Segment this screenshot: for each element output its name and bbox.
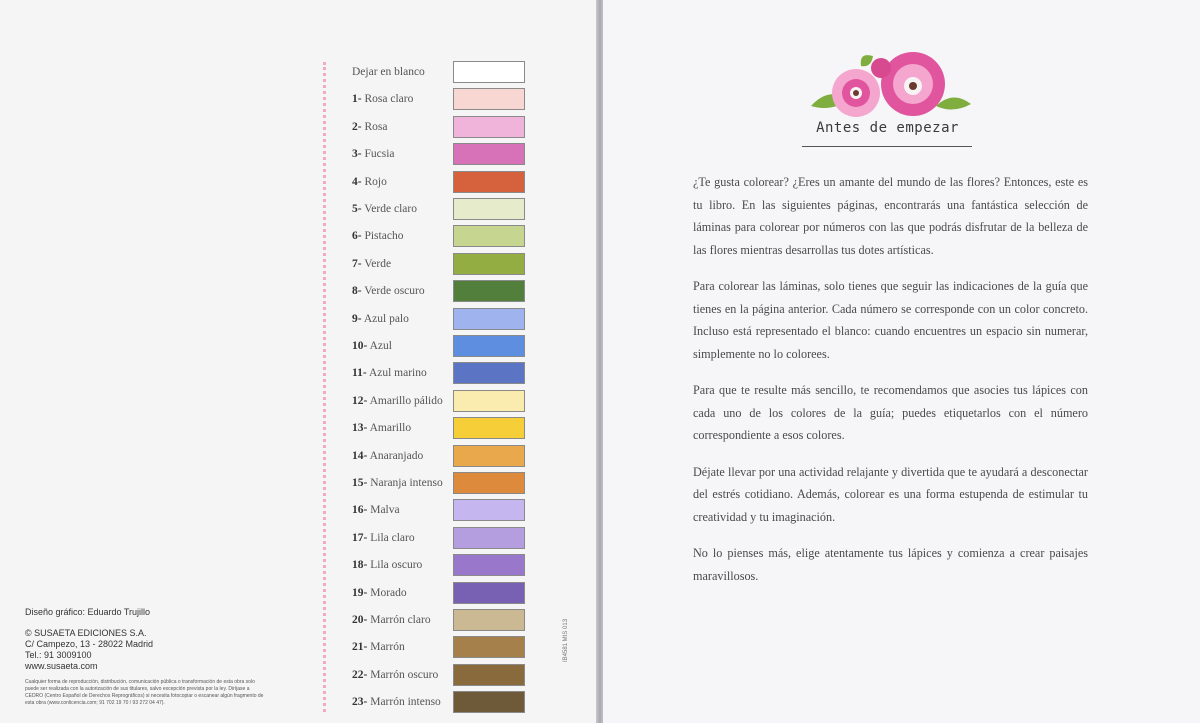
color-name: Lila oscuro	[370, 559, 423, 572]
color-number: 22-	[352, 668, 368, 681]
color-label	[352, 395, 443, 407]
color-guide-row	[350, 335, 530, 362]
color-guide-row	[350, 390, 530, 417]
color-name: Naranja intenso	[370, 477, 443, 489]
paragraph: No lo pienses más, elige atentamente tus lápices y comienza a crear paisajes maravillosos.	[693, 546, 1088, 583]
color-number: 18-	[352, 559, 368, 572]
color-label	[352, 66, 425, 78]
color-label	[352, 367, 427, 379]
color-label	[352, 93, 413, 105]
color-swatch	[453, 445, 525, 467]
color-swatch	[453, 253, 525, 275]
color-label	[352, 176, 387, 188]
color-label	[352, 285, 425, 297]
color-swatch	[453, 499, 525, 521]
color-guide-row	[350, 609, 530, 636]
publisher-address: C/ Campezo, 13 - 28022 Madrid	[25, 639, 154, 649]
color-swatch	[453, 390, 525, 412]
color-number: 4-	[352, 175, 362, 188]
color-swatch	[453, 527, 525, 549]
color-number: 1-	[352, 93, 362, 106]
color-guide-row	[350, 527, 530, 554]
publisher-phone: Tel.: 91 3009100	[25, 650, 92, 660]
color-label	[352, 504, 400, 516]
page-title: Antes de empezar	[816, 120, 959, 136]
color-swatch	[453, 335, 525, 357]
color-name: Verde claro	[364, 203, 417, 215]
color-guide-row	[350, 417, 530, 444]
color-label	[352, 559, 422, 571]
color-name: Azul palo	[363, 312, 409, 325]
color-swatch	[453, 554, 525, 576]
credits	[25, 607, 264, 706]
publisher-website[interactable]: www.susaeta.com	[25, 661, 98, 671]
color-label	[352, 614, 431, 626]
publisher: © SUSAETA EDICIONES S.A.	[25, 628, 147, 638]
color-swatch	[453, 171, 525, 193]
color-swatch	[453, 664, 525, 686]
color-guide-row	[350, 472, 530, 499]
color-name: Marrón oscuro	[370, 668, 439, 681]
color-number: 9-	[352, 312, 362, 325]
color-name: Marrón	[370, 641, 405, 654]
color-swatch	[453, 116, 525, 138]
color-swatch	[453, 417, 525, 439]
color-guide-row	[350, 116, 530, 143]
color-label	[352, 696, 441, 708]
color-label	[352, 313, 409, 325]
color-swatch	[453, 609, 525, 631]
color-number: 21-	[352, 641, 368, 654]
color-name: Rosa claro	[364, 93, 414, 106]
color-name: Anaranjado	[369, 449, 424, 462]
color-name: Fucsia	[364, 148, 395, 161]
color-label	[352, 587, 407, 599]
color-number: 12-	[352, 394, 368, 407]
color-label	[352, 230, 403, 242]
color-name: Azul	[369, 340, 392, 352]
color-name: Rosa	[364, 120, 388, 133]
color-guide-row	[350, 88, 530, 115]
left-page	[0, 0, 598, 723]
color-number: 15-	[352, 477, 368, 489]
color-swatch	[453, 691, 525, 713]
color-name: Malva	[370, 504, 400, 517]
color-swatch	[453, 143, 525, 165]
paragraph: Déjate llevar por una actividad relajante y divertida que te ayudará a desconectar del estrés cotidiano. Además, colorear es una forma estupenda de estimular tu creatividad y tu imaginación.	[693, 464, 1088, 524]
color-number: 7-	[352, 257, 362, 270]
color-number: 5-	[352, 203, 362, 215]
color-guide-row	[350, 554, 530, 581]
color-number: 10-	[352, 340, 368, 352]
color-label	[352, 641, 405, 653]
color-swatch	[453, 280, 525, 302]
color-label	[352, 669, 438, 681]
color-number: 16-	[352, 504, 368, 517]
color-swatch	[453, 225, 525, 247]
color-name: Verde	[364, 257, 392, 270]
color-number: 2-	[352, 120, 362, 133]
color-number: 8-	[352, 285, 362, 298]
color-label	[352, 450, 423, 462]
color-swatch	[453, 472, 525, 494]
color-label	[352, 477, 443, 489]
color-guide-row	[350, 445, 530, 472]
color-guide-row	[350, 691, 530, 718]
color-guide-row	[350, 61, 530, 88]
color-guide-row	[350, 253, 530, 280]
color-number: 3-	[352, 148, 362, 161]
color-name: Morado	[370, 586, 407, 599]
color-guide-row	[350, 225, 530, 252]
color-guide-row	[350, 499, 530, 526]
color-name: Rojo	[364, 175, 387, 188]
color-guide-row	[350, 198, 530, 225]
color-name: Amarillo pálido	[369, 394, 443, 407]
color-number: 17-	[352, 531, 368, 544]
color-swatch	[453, 362, 525, 384]
dotted-margin-line	[323, 62, 326, 712]
color-guide-row	[350, 280, 530, 307]
color-label	[352, 422, 411, 434]
color-name: Dejar en blanco	[352, 66, 425, 78]
color-label	[352, 532, 415, 544]
color-swatch	[453, 61, 525, 83]
title-underline	[802, 146, 972, 147]
legal-notice: Cualquier forma de reproducción, distribución, comunicación pública o transformación de esta obra solo puede ser realizada con la autorización de sus titulares, salvo excepción prevista por la ley. Diríjase a CEDRO (Centro Español de Derechos Reprográficos) si necesita fotocopiar o escanear algún fragmento de esta obra (www.conlicencia.com; 91 702 19 70 / 93 272 04 47).	[25, 679, 264, 706]
color-name: Azul marino	[368, 367, 427, 380]
paragraph: Para colorear las láminas, solo tienes que seguir las indicaciones de la guía que tienes en la página anterior. Cada número se corresponde con un color concreto. Incluso está representado el blanco: cuando encuentres un espacio sin numerar, simplemente no lo colorees.	[693, 279, 1088, 361]
color-number: 19-	[352, 586, 368, 599]
color-number: 13-	[352, 422, 368, 435]
color-name: Marrón intenso	[370, 696, 441, 709]
color-label	[352, 121, 387, 133]
color-swatch	[453, 582, 525, 604]
color-guide-row	[350, 664, 530, 691]
color-swatch	[453, 308, 525, 330]
color-number: 20-	[352, 614, 368, 626]
color-guide-row	[350, 308, 530, 335]
pink-flowers-icon	[801, 48, 976, 118]
designer-credit: Diseño gráfico: Eduardo Trujillo	[25, 607, 151, 617]
color-number: 23-	[352, 696, 368, 709]
color-label	[352, 258, 391, 270]
print-code: IB4581 MIS 013	[563, 618, 569, 662]
color-swatch	[453, 88, 525, 110]
color-label	[352, 148, 395, 160]
paragraph: ¿Te gusta colorear? ¿Eres un amante del mundo de las flores? Entonces, este es tu libro. En las siguientes páginas, encontrarás una fantástica selección de láminas para colorear por números con las que podrás disfrutar de la belleza de las flores mientras desarrollas tus dotes artísticas.	[693, 175, 1088, 257]
color-number: 6-	[352, 230, 362, 243]
color-name: Pistacho	[364, 230, 404, 243]
color-name: Marrón claro	[370, 614, 431, 626]
color-guide-row	[350, 362, 530, 389]
color-guide-row	[350, 171, 530, 198]
paragraph: Para que te resulte más sencillo, te recomendamos que asocies tus lápices con cada uno de los colores de la guía; puedes etiquetarlos con el número correspondiente a esos colores.	[693, 383, 1088, 442]
right-page	[603, 0, 1200, 723]
color-number: 14-	[352, 449, 368, 462]
color-swatch	[453, 198, 525, 220]
intro-text	[693, 171, 1088, 601]
color-guide-row	[350, 143, 530, 170]
color-name: Amarillo	[369, 422, 412, 435]
color-label	[352, 340, 392, 352]
color-swatch	[453, 636, 525, 658]
color-guide-row	[350, 636, 530, 663]
color-guide-row	[350, 582, 530, 609]
color-number: 11-	[352, 367, 367, 380]
color-name: Verde oscuro	[364, 285, 425, 298]
color-label	[352, 203, 417, 215]
color-name: Lila claro	[370, 531, 415, 544]
